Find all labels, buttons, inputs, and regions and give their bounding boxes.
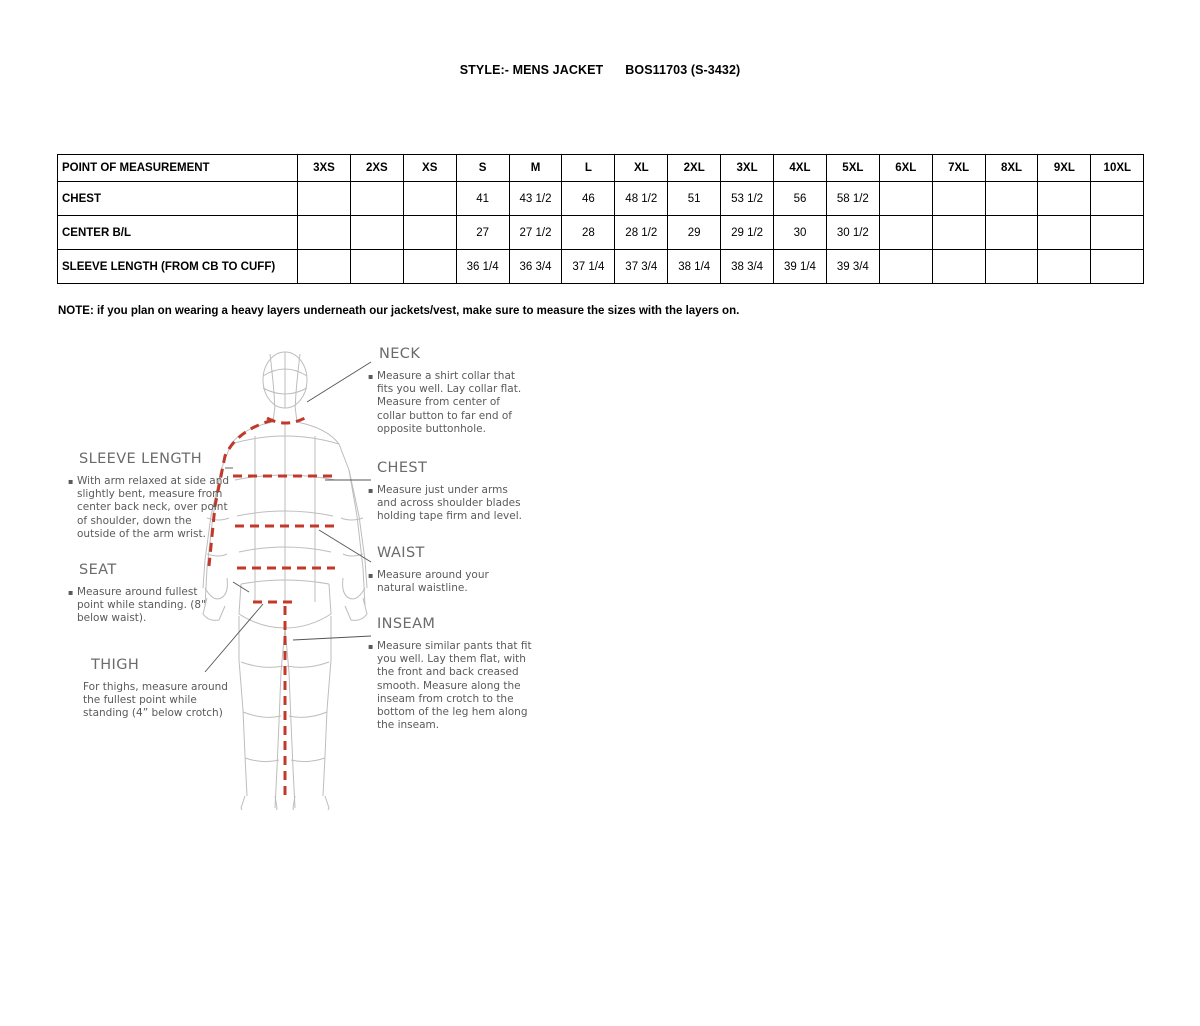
cell-cbl-xs bbox=[403, 216, 456, 250]
table-row bbox=[58, 216, 1144, 250]
column-header-xs: XS bbox=[403, 155, 456, 182]
cell-cbl-s: 27 bbox=[456, 216, 509, 250]
cell-chest-6xl bbox=[879, 182, 932, 216]
cell-chest-s: 41 bbox=[456, 182, 509, 216]
column-header-2xs: 2XS bbox=[350, 155, 403, 182]
cell-cbl-8xl bbox=[985, 216, 1038, 250]
cell-chest-9xl bbox=[1038, 182, 1091, 216]
style-label: STYLE:- MENS JACKET bbox=[459, 63, 604, 77]
sleeve-length-label-body: ▪ With arm relaxed at side and slightly bent, measure from center back neck, over point of shoulder, down the outside of the arm wrist. bbox=[77, 475, 232, 541]
inseam-label-title: INSEAM bbox=[377, 616, 436, 632]
cell-sleeve-5xl: 39 3/4 bbox=[826, 250, 879, 284]
column-header-3xs: 3XS bbox=[298, 155, 351, 182]
cell-cbl-l: 28 bbox=[562, 216, 615, 250]
neck-label-body: ▪ Measure a shirt collar that fits you well. Lay collar flat. Measure from center of collar button to far end of opposite buttonhole. bbox=[377, 370, 527, 436]
cell-cbl-2xs bbox=[350, 216, 403, 250]
table-row bbox=[58, 182, 1144, 216]
seat-label-body: ▪ Measure around fullest point while standing. (8" below waist). bbox=[77, 586, 227, 626]
cell-cbl-4xl: 30 bbox=[774, 216, 827, 250]
row-label-chest: CHEST bbox=[58, 182, 298, 216]
cell-cbl-6xl bbox=[879, 216, 932, 250]
column-header-5xl: 5XL bbox=[826, 155, 879, 182]
body-figure-svg bbox=[57, 340, 677, 810]
waist-label-body: ▪ Measure around your natural waistline. bbox=[377, 569, 525, 595]
row-label-center-bl: CENTER B/L bbox=[58, 216, 298, 250]
cell-chest-7xl bbox=[932, 182, 985, 216]
page-title bbox=[0, 63, 1200, 77]
cell-chest-3xs bbox=[298, 182, 351, 216]
cell-cbl-m: 27 1/2 bbox=[509, 216, 562, 250]
cell-sleeve-2xs bbox=[350, 250, 403, 284]
row-label-sleeve-length: SLEEVE LENGTH (FROM CB TO CUFF) bbox=[58, 250, 298, 284]
cell-cbl-5xl: 30 1/2 bbox=[826, 216, 879, 250]
cell-cbl-2xl: 29 bbox=[668, 216, 721, 250]
column-header-l: L bbox=[562, 155, 615, 182]
column-header-s: S bbox=[456, 155, 509, 182]
column-header-8xl: 8XL bbox=[985, 155, 1038, 182]
chest-label-body: ▪ Measure just under arms and across shoulder blades holding tape firm and level. bbox=[377, 484, 529, 524]
inseam-leader bbox=[293, 636, 371, 640]
column-header-7xl: 7XL bbox=[932, 155, 985, 182]
table-row bbox=[58, 250, 1144, 284]
cell-cbl-xl: 28 1/2 bbox=[615, 216, 668, 250]
size-chart-table-container bbox=[57, 154, 1144, 284]
style-code: BOS11703 (S-3432) bbox=[625, 63, 741, 77]
cell-sleeve-10xl bbox=[1091, 250, 1144, 284]
cell-chest-xl: 48 1/2 bbox=[615, 182, 668, 216]
cell-chest-2xs bbox=[350, 182, 403, 216]
neck-leader bbox=[307, 362, 371, 402]
column-header-10xl: 10XL bbox=[1091, 155, 1144, 182]
cell-chest-4xl: 56 bbox=[774, 182, 827, 216]
cell-sleeve-xl: 37 3/4 bbox=[615, 250, 668, 284]
cell-cbl-10xl bbox=[1091, 216, 1144, 250]
cell-sleeve-3xs bbox=[298, 250, 351, 284]
cell-sleeve-m: 36 3/4 bbox=[509, 250, 562, 284]
cell-cbl-3xs bbox=[298, 216, 351, 250]
cell-sleeve-6xl bbox=[879, 250, 932, 284]
waist-label-title: WAIST bbox=[377, 545, 425, 561]
column-header-m: M bbox=[509, 155, 562, 182]
size-chart-table bbox=[57, 154, 1144, 284]
cell-sleeve-3xl: 38 3/4 bbox=[721, 250, 774, 284]
cell-chest-10xl bbox=[1091, 182, 1144, 216]
seat-label-title: SEAT bbox=[79, 562, 117, 578]
column-header-2xl: 2XL bbox=[668, 155, 721, 182]
cell-sleeve-s: 36 1/4 bbox=[456, 250, 509, 284]
neck-label-title: NECK bbox=[379, 346, 421, 362]
cell-chest-xs bbox=[403, 182, 456, 216]
measurement-diagram bbox=[57, 340, 677, 810]
cell-cbl-3xl: 29 1/2 bbox=[721, 216, 774, 250]
chest-label-title: CHEST bbox=[377, 460, 428, 476]
cell-sleeve-7xl bbox=[932, 250, 985, 284]
cell-sleeve-4xl: 39 1/4 bbox=[774, 250, 827, 284]
cell-chest-5xl: 58 1/2 bbox=[826, 182, 879, 216]
cell-cbl-7xl bbox=[932, 216, 985, 250]
inseam-label-body: ▪ Measure similar pants that fit you well. Lay them flat, with the front and back creased smooth. Measure along the inseam from crotch to the bottom of the leg hem along the inseam. bbox=[377, 640, 532, 732]
measurement-note: NOTE: if you plan on wearing a heavy layers underneath our jackets/vest, make sure to measure the sizes with the layers on. bbox=[58, 305, 740, 317]
cell-chest-8xl bbox=[985, 182, 1038, 216]
thigh-label-body: For thighs, measure around the fullest point while standing (4” below crotch) bbox=[83, 681, 228, 720]
cell-cbl-9xl bbox=[1038, 216, 1091, 250]
cell-chest-2xl: 51 bbox=[668, 182, 721, 216]
column-header-xl: XL bbox=[615, 155, 668, 182]
cell-chest-3xl: 53 1/2 bbox=[721, 182, 774, 216]
cell-sleeve-xs bbox=[403, 250, 456, 284]
cell-sleeve-8xl bbox=[985, 250, 1038, 284]
cell-sleeve-l: 37 1/4 bbox=[562, 250, 615, 284]
column-header-3xl: 3XL bbox=[721, 155, 774, 182]
cell-chest-m: 43 1/2 bbox=[509, 182, 562, 216]
cell-chest-l: 46 bbox=[562, 182, 615, 216]
thigh-label-title: THIGH bbox=[91, 657, 140, 673]
table-header-row bbox=[58, 155, 1144, 182]
sleeve-length-label-title: SLEEVE LENGTH bbox=[79, 451, 203, 467]
column-header-4xl: 4XL bbox=[774, 155, 827, 182]
cell-sleeve-2xl: 38 1/4 bbox=[668, 250, 721, 284]
column-header-9xl: 9XL bbox=[1038, 155, 1091, 182]
column-header-6xl: 6XL bbox=[879, 155, 932, 182]
column-header-pom: POINT OF MEASUREMENT bbox=[58, 155, 298, 182]
cell-sleeve-9xl bbox=[1038, 250, 1091, 284]
